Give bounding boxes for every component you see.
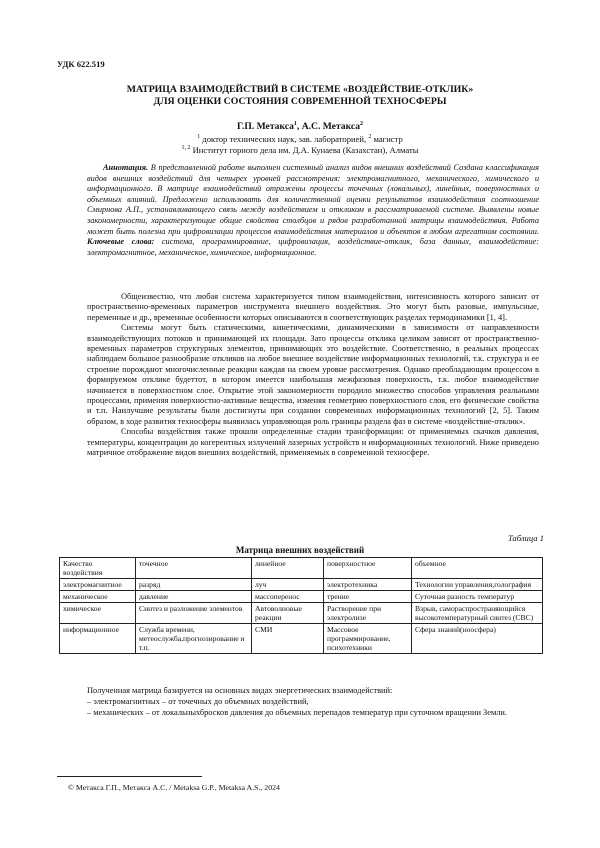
paragraph-1: Общеизвестно, что любая система характеризуется типом взаимодействия, интенсивность которого зависит от пространственно-временных параметров инструмента внешнего воздействия. Это могут быть разовые, импульсные, переменные и др., временные особенности которых описываются в соответствующих разделах термодинамики [1, 4]. (87, 292, 539, 322)
aff1-sup2: 2 (368, 134, 372, 141)
table-cell: трение (324, 591, 412, 603)
aff1-end: магистр (371, 134, 403, 144)
table-caption: Таблица 1 (507, 533, 544, 543)
conclusion-paragraph: Полученная матрица базируется на основных видах энергетических взаимодействий: (87, 686, 393, 695)
table-title: Матрица внешних воздействий (235, 545, 365, 555)
abstract-text: В представленной работе выполнен системный анализ видов внешних воздействий Создана классификация видов внешних воздействий для четырех уровней рассмотрения: электромагнитного, механического, химического и информационного. В матрице взаимодействий отражены процессы точечных (локальных), линейных, поверхностных и объемных влияний. Предложено использовать для количественной оценки результатов взаимодействия соотношение Смирнова А.П., устанавливающего связь между воздействием и откликом в рассматриваемой системе. Выявлены новые закономерности, характеризующие общие свойства столбцов и рядов разработанной матрицы взаимодействия. Работа может быть полезна при цифровизации процессов взаимодействия материалов и объектов в любом агрегатном состоянии. (87, 163, 539, 236)
keywords-label: Ключевые слова: (87, 237, 155, 247)
table-cell: Суточная разность температур (412, 591, 543, 603)
conclusion (87, 685, 539, 718)
table-row (60, 603, 543, 624)
table-row (60, 558, 543, 579)
table-cell: СМИ (252, 624, 324, 654)
aff2-sup: 1, 2 (181, 145, 191, 152)
table-cell: Качество воздействия (60, 558, 136, 579)
table-row (60, 579, 543, 591)
table-cell: химическое (60, 603, 136, 624)
table-cell: Взрыв, самораспространяющийся высокотемпературный синтез (СВС) (412, 603, 543, 624)
udk-code: УДК 622.519 (57, 59, 105, 69)
table-cell: электромагнитное (60, 579, 136, 591)
author-1-sup: 1 (293, 120, 297, 127)
paper-title (60, 84, 540, 108)
table-cell: Сфера знаний(ноосфера) (412, 624, 543, 654)
authors (60, 121, 540, 132)
conclusion-list-item: – электромагнитных – от точечных до объемных воздействий, (87, 697, 309, 706)
aff1-sup: 1 (197, 134, 201, 141)
table-cell: Синтез и разложение элементов (136, 603, 252, 624)
title-line-1: МАТРИЦА ВЗАИМОДЕЙСТВИЙ В СИСТЕМЕ «ВОЗДЕЙСТВИЕ-ОТКЛИК» (126, 84, 474, 95)
author-sep: , (296, 121, 302, 132)
table-cell: массоперенос (252, 591, 324, 603)
table-row (60, 591, 543, 603)
table-cell: механическое (60, 591, 136, 603)
aff1-text: доктор технических наук, зав. лабораторией, (200, 134, 369, 144)
table-cell: Служба времени, метеослужба,прогнозирование и т.п. (136, 624, 252, 654)
footnote-rule (57, 776, 202, 777)
table-cell: линейное (252, 558, 324, 579)
author-1: Г.П. Метакса (236, 121, 294, 132)
abstract-label: Аннотация. (103, 163, 149, 172)
table-cell: электротехника (324, 579, 412, 591)
table-cell: Растворение при электролизе (324, 603, 412, 624)
table-cell: объемное (412, 558, 543, 579)
body-text (87, 292, 539, 459)
affiliation-institute (60, 145, 540, 155)
table-cell: точечное (136, 558, 252, 579)
table-cell: информационное (60, 624, 136, 654)
paragraph-2: Системы могут быть статическими, кинетическими, динамическими в зависимости от направленности взаимодействующих потоков и принимающей их площади. Зато процессы отклика целиком зависят от пространственно-временных параметров структурных элементов, принимающих это воздействие. Соответственно, в реальных процессах наблюдаем большое разнообразие откликов на любое внешнее воздействие информационных технологий, т.к. структура и ее строение порождают многочисленные реакции каждая на своем уровне рассмотрения. Однако преобладающим процессом в формируемом отклике будеттот, в котором имеется наибольшая межфазовая поверхность, т.к. любое взаимодействие начинается в поверхностном слое. Открытие этой закономерности породило множество способов управления реальными процессами, применяя поверхностно-активные вещества, изменяя геометрию поверхностного слоя, его физические свойства и т.п. Наилучшие результаты были достигнуты при создании современных информационных технологий [2, 5]. Таким образом, в ходе развития техносферы выявилась управляющая роль границы раздела фаз в системе «воздействие-отклик». (87, 323, 539, 426)
affiliation-degree (60, 134, 540, 144)
conclusion-list-item: – механических – от локальныхбросков давления до объемных перепадов температур при суточном вращении Земли. (87, 708, 507, 717)
paragraph-3: Способы воздействия также прошли определенные стадии трансформации: от применяемых скачков давления, температуры, концентрации до когерентных излучений лазерных устройств и информационных технологий. Ниже приведено матричное отображение видов внешних воздействий, применяемых в современной техносфере. (87, 427, 539, 458)
author-2: А.С. Метакса (301, 121, 361, 132)
footnote-copyright: © Метакса Г.П., Метакса А.С. / Metaksa G.P., Metaksa A.S., 2024 (68, 783, 280, 792)
aff2-text: Институт горного дела им. Д.А. Кунаева (Казахстан), Алматы (190, 145, 419, 155)
abstract (87, 163, 539, 258)
author-2-sup: 2 (360, 120, 364, 127)
table-cell: Автоволновые реакции (252, 603, 324, 624)
table-cell: луч (252, 579, 324, 591)
table-cell: разряд (136, 579, 252, 591)
keywords-text: система, программирование, цифровизация, воздействие-отклик, база данных, взаимодействие: электромагнитное, механическое, химическое, информационное. (87, 237, 539, 257)
table-row (60, 624, 543, 654)
title-line-2: ДЛЯ ОЦЕНКИ СОСТОЯНИЯ СОВРЕМЕННОЙ ТЕХНОСФЕРЫ (153, 96, 447, 107)
table-cell: поверхностное (324, 558, 412, 579)
matrix-table (59, 557, 543, 654)
table-cell: Технологии управления,голография (412, 579, 543, 591)
table-cell: давление (136, 591, 252, 603)
table-cell: Массовое программирование, психотехники (324, 624, 412, 654)
